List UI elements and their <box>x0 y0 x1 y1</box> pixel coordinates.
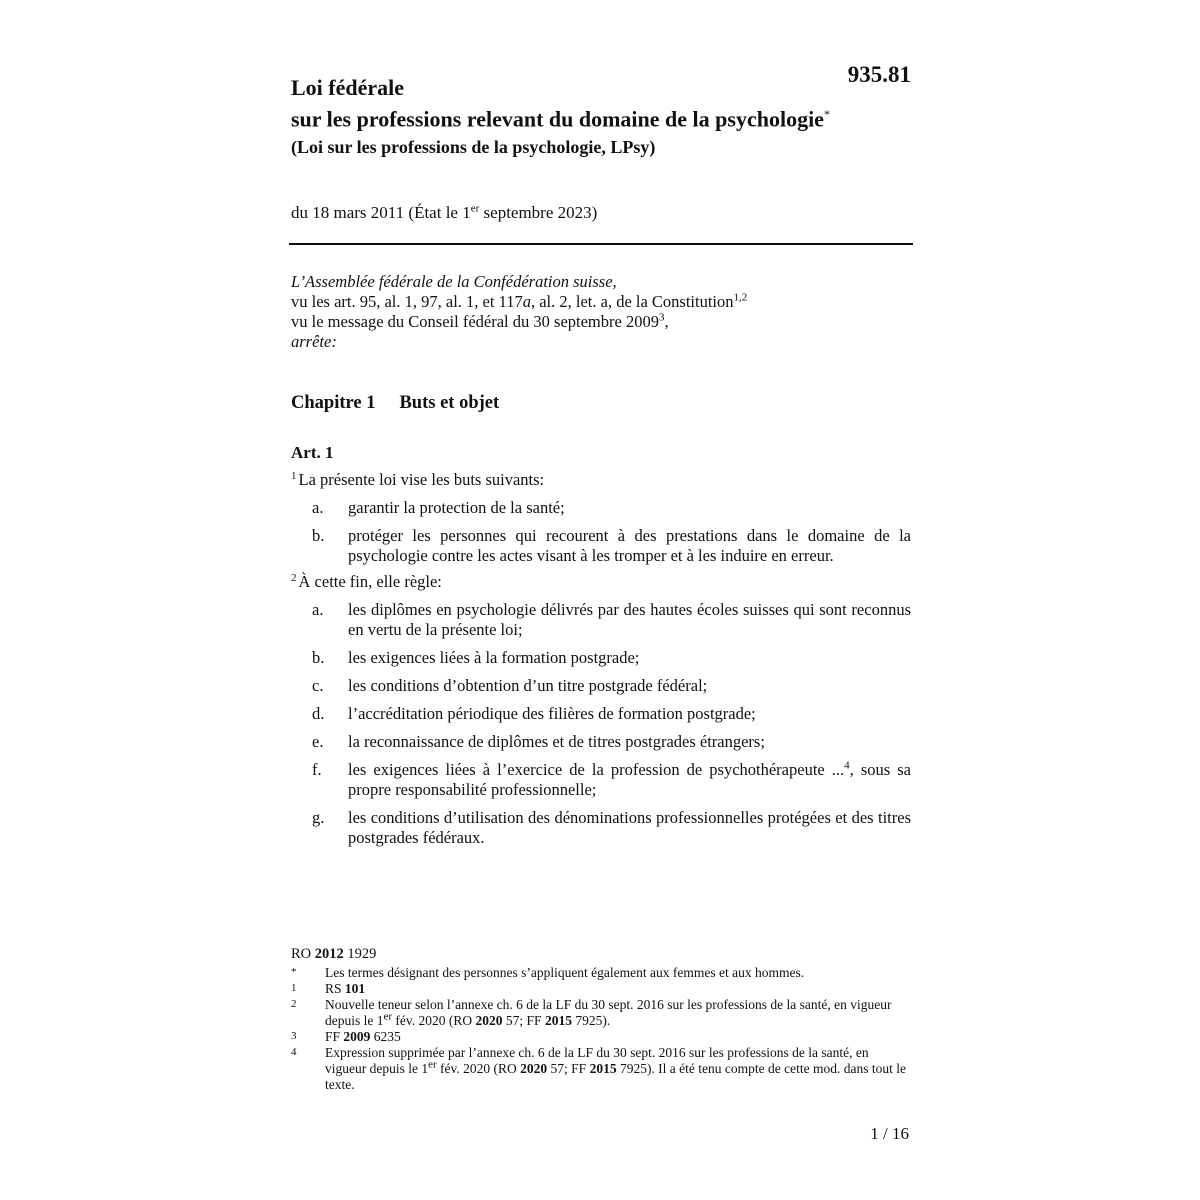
paragraph-2-list <box>291 600 911 848</box>
list-item: a. garantir la protection de la santé; <box>312 498 565 518</box>
footnote-2: 2 Nouvelle teneur selon l’annexe ch. 6 de la LF du 30 sept. 2016 sur les professions de la santé, en vigueur depuis le 1er fév. 2020 (RO 2020 57; FF 2015 7925). <box>291 997 892 1028</box>
paragraph-2: $^2$ À cette fin, elle règle: <box>291 571 442 592</box>
document-page <box>291 58 911 848</box>
preamble-vu-message: vu le message du Conseil fédéral du 30 septembre 2009$^3$, <box>291 311 669 332</box>
preamble-arrete: arrête: <box>291 332 337 352</box>
footnotes <box>291 946 911 1093</box>
preamble-vu-constitution: vu les art. 95, al. 1, 97, al. 1, et 117a, al. 2, let. a, de la Constitution$^{1,2}$ <box>291 291 748 312</box>
title-footnote-mark[interactable]: * <box>823 107 830 121</box>
preamble <box>291 272 911 352</box>
short-title: (Loi sur les professions de la psychologie, LPsy) <box>291 137 656 158</box>
document-number: 935.81 <box>847 62 911 87</box>
footnote-4: 4 Expression supprimée par l’annexe ch. 6 de la LF du 30 sept. 2016 sur les professions de la santé, en vigueur depuis le 1er fév. 2020 (RO 2020 57; FF 2015 7925). Il a été tenu compte de cette mod. dans tout le texte. <box>291 1045 906 1092</box>
list-item: c. les conditions d’obtention d’un titre postgrade fédéral; <box>312 676 708 696</box>
list-item: b. les exigences liées à la formation postgrade; <box>312 648 640 668</box>
title-divider <box>289 243 913 245</box>
page-number: 1 / 16 <box>870 1124 909 1143</box>
footnote-ref[interactable]: 1,2 <box>733 291 748 304</box>
list-item: d. l’accréditation périodique des filières de formation postgrade; <box>312 704 756 724</box>
footnote-1: 1 RS 101 <box>291 981 366 996</box>
list-item: e. la reconnaissance de diplômes et de titres postgrades étrangers; <box>312 732 765 752</box>
footnote-3: 3 FF 2009 6235 <box>291 1029 401 1044</box>
paragraph-1-list <box>291 498 911 566</box>
footnote-ref[interactable]: 3 <box>658 311 665 324</box>
footnote-ref[interactable]: 4 <box>844 759 850 772</box>
ro-reference: RO 2012 1929 <box>291 946 377 962</box>
footnote-star: * Les termes désignant des personnes s’appliquent également aux femmes et aux hommes. <box>291 965 805 980</box>
article-title: Art. 1 <box>291 443 334 463</box>
list-item: g. les conditions d’utilisation des dénominations professionnelles protégées et des titres postgrades fédéraux. <box>312 808 911 848</box>
title-line-1: Loi fédérale <box>291 75 405 100</box>
document-date: du 18 mars 2011 (État le 1er septembre 2023) <box>291 202 598 223</box>
preamble-assembly: L’Assemblée fédérale de la Confédération suisse, <box>291 272 617 292</box>
title-line-2: sur les professions relevant du domaine de la psychologie* <box>291 106 830 132</box>
list-item: f. les exigences liées à l’exercice de la profession de psychothérapeute ...$^4$, sous sa propre responsabilité professionnelle; <box>312 759 911 800</box>
paragraph-1: $^1$ La présente loi vise les buts suivants: <box>291 469 545 490</box>
list-item: b. protéger les personnes qui recourent à des prestations dans le domaine de la psychologie contre les actes visant à les tromper et à les induire en erreur. <box>312 526 911 566</box>
chapter-heading: Chapitre 1 Buts et objet <box>291 393 500 414</box>
list-item: a. les diplômes en psychologie délivrés par des hautes écoles suisses qui sont reconnus en vertu de la présente loi; <box>312 600 911 640</box>
